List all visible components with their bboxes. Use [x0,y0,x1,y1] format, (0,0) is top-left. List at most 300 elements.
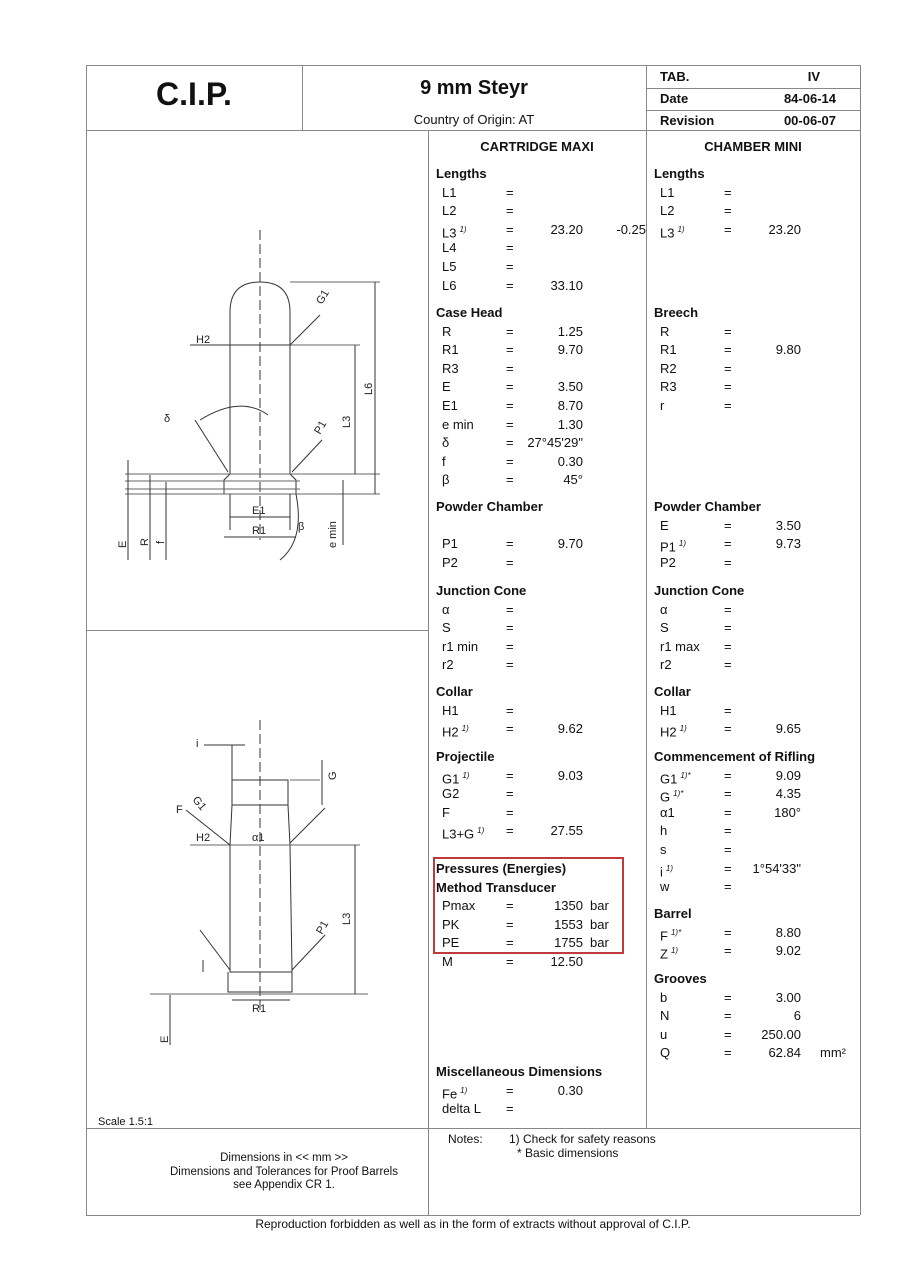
notes-list [509,1132,656,1160]
row-label-text: M [442,953,453,969]
table-row [654,221,864,240]
equals-sign: = [506,397,514,413]
row-label [660,323,669,342]
section-title: Projectile [436,749,495,764]
equals-sign: = [724,702,732,718]
equals-sign: = [506,240,514,256]
row-label-text: i [660,863,663,879]
label-p1: P1 [314,918,332,937]
row-label [660,841,667,860]
equals-sign: = [724,1045,732,1061]
row-label [442,656,454,675]
footnote-marker: 1) [670,946,679,956]
footnote-marker: 1)* [680,770,691,780]
row-label [442,416,474,435]
table-row [654,360,864,379]
row-value: 12.50 [550,953,583,969]
note-item: * Basic dimensions [517,1146,619,1160]
row-value: 8.80 [775,924,801,940]
label-g: G [327,771,339,780]
equals-sign: = [506,657,514,673]
row-label [442,720,469,742]
table-row [654,804,864,823]
row-value: 1755 [554,935,583,951]
footnote-marker: 1)* [670,927,682,937]
equals-sign: = [506,767,514,783]
row-label-text: E [660,517,669,533]
equals-sign: = [724,879,732,895]
row-value: 9.02 [775,943,801,959]
footnote-marker: 1)* [673,789,684,799]
section [654,748,864,897]
date-divider [646,110,860,111]
section-title: Powder Chamber [436,499,543,514]
row-value: 9.03 [557,767,583,783]
page-title: 9 mm Steyr [420,77,528,99]
row-value: 4.35 [775,786,801,802]
table-row [654,1026,864,1045]
label-h2: H2 [196,832,211,844]
row-label [660,638,700,657]
equals-sign: = [724,517,732,533]
footer-dimensions-note [86,1152,482,1193]
label-r1: R1 [252,525,267,537]
tab-divider [646,88,860,89]
row-label-text: PE [442,935,460,951]
equals-sign: = [724,397,732,413]
table-row [436,767,646,786]
equals-sign: = [506,721,514,737]
table-row [436,720,646,739]
row-label-text: L3 [660,225,675,241]
equals-sign: = [724,554,732,570]
table-row [436,277,646,296]
row-value: 9.65 [775,721,801,737]
row-value: 27°45'29" [527,435,583,451]
row-value: 9.09 [775,767,801,783]
table-row [654,924,864,943]
row-label [442,397,458,416]
equals-sign: = [506,360,514,376]
equals-sign: = [724,841,732,857]
row-label-text: R1 [442,342,459,358]
equals-sign: = [506,935,514,951]
row-value: 1.30 [557,416,583,432]
column-divider-left [428,130,429,1215]
table-row [436,341,646,360]
row-value: 33.10 [550,277,583,293]
table-row [436,453,646,472]
section-title: Powder Chamber [654,499,761,514]
row-label-text: s [660,841,667,857]
row-label [660,517,669,536]
row-value: 1.25 [557,323,583,339]
row-label [442,202,456,221]
equals-sign: = [724,989,732,1005]
equals-sign: = [506,953,514,969]
row-label [660,601,668,620]
section [654,970,864,1063]
section-title: Lengths [436,166,487,181]
equals-sign: = [724,379,732,395]
row-label-text: u [660,1026,668,1042]
equals-sign: = [506,554,514,570]
equals-sign: = [506,435,514,451]
label-h2: H2 [196,334,211,346]
equals-sign: = [724,924,732,940]
row-label-text: L2 [660,203,675,219]
table-row [436,323,646,342]
row-label [442,434,449,453]
scale-label: Scale 1.5:1 [98,1116,154,1128]
table-row [436,953,646,972]
equals-sign: = [724,323,732,339]
row-value: 9.70 [557,536,583,552]
row-label-text: PK [442,916,460,932]
row-value: 9.62 [557,721,583,737]
equals-sign: = [506,898,514,914]
row-label [442,453,446,472]
equals-sign: = [506,536,514,552]
row-value: 1°54'33" [752,860,801,876]
row-label [660,397,664,416]
cip-logo: C.I.P. [156,76,232,112]
row-label [660,184,674,203]
row-label [442,785,459,804]
row-label-text: α1 [660,804,675,820]
equals-sign: = [724,860,732,876]
equals-sign: = [506,323,514,339]
label-f: F [176,804,183,816]
table-row [436,554,646,573]
row-value: 6 [793,1008,801,1024]
row-label [660,804,675,823]
equals-sign: = [506,1082,514,1098]
equals-sign: = [506,416,514,432]
table-row [654,841,864,860]
table-row [654,517,864,536]
section [436,165,646,295]
equals-sign: = [506,277,514,293]
row-label [660,202,674,221]
row-value: 9.70 [557,342,583,358]
footer-line: Dimensions and Tolerances for Proof Barrels [170,1165,398,1178]
table-row [436,804,646,823]
equals-sign: = [506,638,514,654]
label-beta: β [298,521,305,533]
label-p1: P1 [312,418,330,437]
row-label-text: G2 [442,786,460,802]
row-label [442,619,451,638]
column-divider-right [646,65,647,1128]
table-row [436,785,646,804]
row-label-text: Z [660,946,668,962]
row-label-text: α [442,601,450,617]
table-row [654,785,864,804]
tab-value: IV [807,69,820,84]
row-label-text: L5 [442,258,457,274]
label-l3: L3 [341,912,353,925]
row-label-text: F [442,804,450,820]
label-f: f [155,540,167,544]
table-row [436,601,646,620]
row-label [660,822,667,841]
section [654,165,864,239]
row-label-text: L3+G [442,826,475,842]
footer-line: see Appendix CR 1. [233,1179,335,1191]
row-label-text: f [442,453,446,469]
pressures-highlight-box [433,857,624,954]
table-row [436,258,646,277]
row-label-text: delta L [442,1101,482,1117]
equals-sign: = [506,184,514,200]
row-label [660,1007,669,1026]
equals-sign: = [724,203,732,219]
section [654,905,864,961]
row-value: 9.80 [775,342,801,358]
label-g1: G1 [314,287,332,307]
row-label [442,341,459,360]
table-row [436,638,646,657]
row-label [660,878,669,897]
footnote-marker: 1) [460,1085,468,1095]
table-row [436,1100,646,1119]
label-l6: L6 [363,382,375,395]
row-label [660,341,677,360]
section [436,498,646,572]
table-row [436,239,646,258]
table-row [654,341,864,360]
section [436,683,646,739]
table-row [436,378,646,397]
label-g1: G1 [189,794,209,814]
row-label-text: L3 [442,225,457,241]
row-label [442,1100,481,1119]
chamber-mini-heading: CHAMBER MINI [704,139,802,154]
row-value: 45° [563,472,583,488]
equals-sign: = [724,943,732,959]
section-title: Junction Cone [436,583,527,598]
row-value: 250.00 [761,1026,801,1042]
row-label-text: G1 [660,770,678,786]
row-value: 62.84 [768,1045,801,1061]
table-row [436,702,646,721]
row-label [660,378,677,397]
row-label [442,258,456,277]
row-label-text: β [442,472,450,488]
row-label [442,554,458,573]
row-label [442,953,453,972]
section-title: Case Head [436,305,503,320]
row-label-text: P1 [660,539,676,555]
equals-sign: = [506,916,514,932]
row-value: 3.50 [557,379,583,395]
row-label-text: S [660,620,669,636]
row-label-text: L4 [442,240,457,256]
equals-sign: = [724,221,732,237]
equals-sign: = [724,342,732,358]
table-row [654,720,864,739]
row-value: 1350 [554,898,583,914]
row-value: 23.20 [550,221,583,237]
row-label [442,360,459,379]
row-value: 3.50 [775,517,801,533]
notes-divider [86,1128,860,1129]
row-label-text: R [660,323,670,339]
row-label [660,656,672,675]
equals-sign: = [724,638,732,654]
section-title: Lengths [654,166,705,181]
row-unit: bar [590,916,609,932]
label-e: E [117,540,129,548]
equals-sign: = [724,657,732,673]
table-row [436,517,646,536]
table-row [654,942,864,961]
row-label-text: r [660,397,665,413]
equals-sign: = [724,1026,732,1042]
table-row [436,221,646,240]
row-label-text: r1 min [442,638,479,654]
equals-sign: = [724,184,732,200]
row-label [442,638,478,657]
section-title: Collar [654,684,691,699]
section [436,582,646,675]
equals-sign: = [506,1101,514,1117]
section-title: Barrel [654,906,692,921]
notes-label: Notes: [448,1132,483,1146]
row-label [660,221,685,243]
row-label [660,1044,670,1063]
equals-sign: = [724,767,732,783]
frame-bottom [86,1215,860,1216]
section [654,683,864,739]
equals-sign: = [724,1008,732,1024]
label-e: E [159,1035,171,1043]
label-delta: δ [164,413,171,425]
table-row [654,878,864,897]
footnote-marker: 1) [665,863,674,873]
row-label [442,184,456,203]
table-row [436,360,646,379]
chamber-body [230,845,292,972]
row-label-text: E1 [442,397,458,413]
table-row [654,323,864,342]
row-label [660,1026,667,1045]
row-label-text: Pmax [442,898,476,914]
equals-sign: = [506,804,514,820]
revision-label: Revision [660,113,715,128]
row-label [442,471,449,490]
label-l3: L3 [341,415,353,428]
table-row [436,416,646,435]
revision-value: 00-06-07 [783,113,836,128]
row-label-text: h [660,823,668,839]
equals-sign: = [724,620,732,636]
row-value: 180° [774,804,801,820]
row-label [442,239,456,258]
row-label-text: Q [660,1045,671,1061]
equals-sign: = [506,702,514,718]
section [654,582,864,675]
section-title: Breech [654,305,699,320]
label-alpha1: α1 [252,832,265,844]
equals-sign: = [506,453,514,469]
row-label [442,601,450,620]
row-label-text: E [442,379,451,395]
equals-sign: = [724,536,732,552]
table-row [654,822,864,841]
row-label-text: R2 [660,360,677,376]
row-value: 23.20 [768,221,801,237]
label-r1: R1 [252,1003,267,1015]
row-unit: mm² [820,1045,846,1061]
table-row [436,822,646,841]
equals-sign: = [506,342,514,358]
label-r: R [139,538,151,546]
row-label-text: r2 [660,657,672,673]
section-title: Grooves [654,971,707,986]
row-label [442,378,451,397]
footnote-marker: 1) [461,724,469,734]
section [436,748,646,841]
row-value: 1553 [554,916,583,932]
date-label: Date [660,91,689,106]
footnote-marker: 1) [679,724,687,734]
footnote-marker: 1) [678,539,687,549]
reproduction-notice: Reproduction forbidden as well as in the form of extracts without approval of C.I.P. [255,1217,691,1231]
equals-sign: = [724,804,732,820]
label-i: i [196,738,199,750]
frame-top [86,65,860,66]
row-label-text: N [660,1008,670,1024]
row-value: 9.73 [775,536,801,552]
label-e1: E1 [252,505,266,517]
table-row [436,397,646,416]
table-row [654,989,864,1008]
row-label-text: H1 [442,702,459,718]
row-label-text: r2 [442,657,454,673]
row-value: 8.70 [557,397,583,413]
row-label [442,277,456,296]
row-label [660,360,677,379]
row-label [442,804,450,823]
row-label [660,989,667,1008]
table-row [654,619,864,638]
equals-sign: = [724,823,732,839]
equals-sign: = [724,786,732,802]
row-label [660,619,669,638]
section-title: Miscellaneous Dimensions [436,1064,603,1079]
equals-sign: = [506,786,514,802]
row-label-text: w [660,879,670,895]
row-label-text: H2 [442,724,459,740]
row-label [442,535,458,554]
row-label-text: r1 max [660,638,700,654]
row-label [660,702,677,721]
table-row [436,656,646,675]
table-row [436,1082,646,1101]
table-row [436,202,646,221]
section-title: Junction Cone [654,583,745,598]
projectile-drawing [86,631,428,1128]
row-label-text: R3 [660,379,677,395]
equals-sign: = [506,472,514,488]
row-label-text: P1 [442,536,458,552]
note-item: 1) Check for safety reasons [509,1132,656,1146]
section-title: Commencement of Rifling [654,749,816,764]
table-row [654,202,864,221]
equals-sign: = [506,620,514,636]
